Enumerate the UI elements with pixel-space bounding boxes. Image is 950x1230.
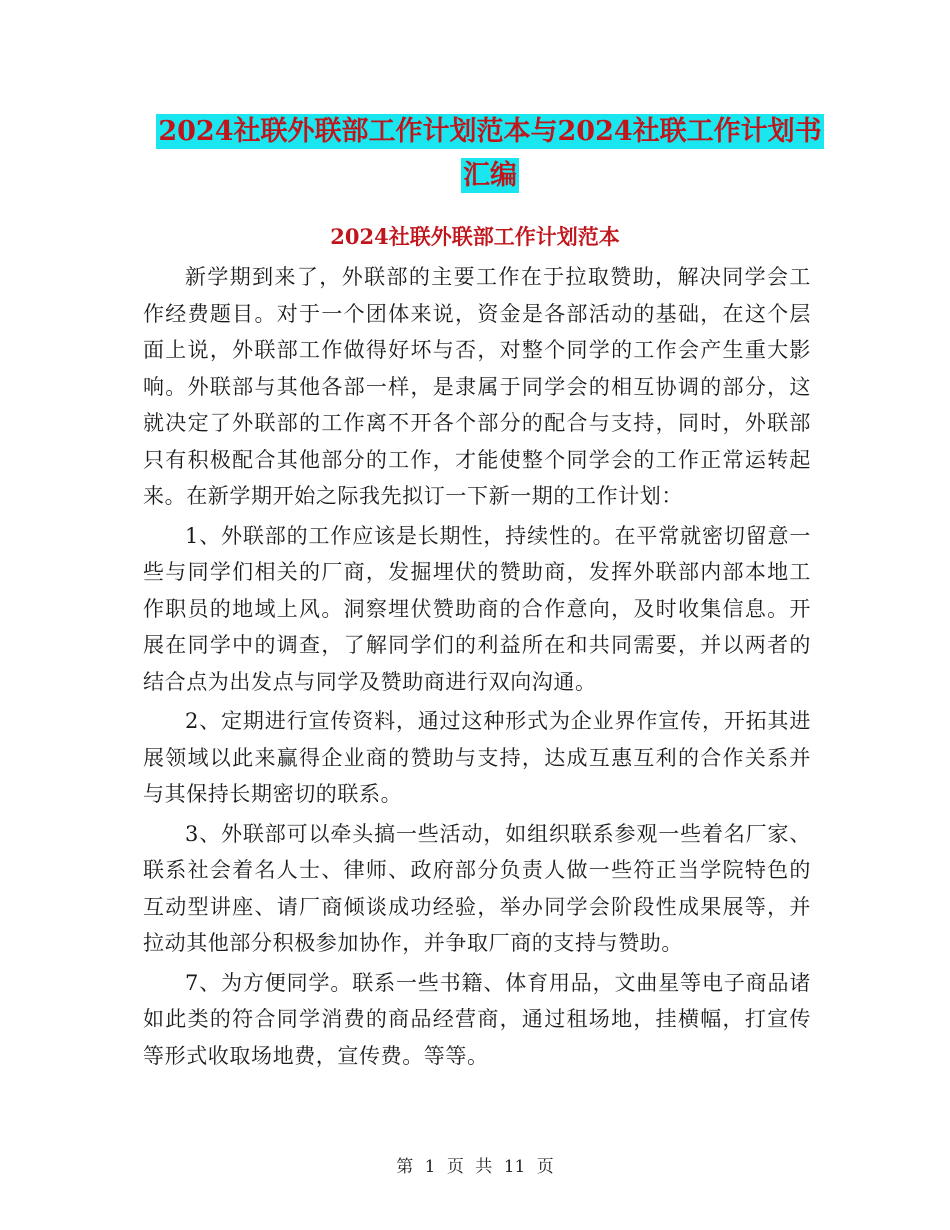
document-title-line2: 汇编 [463,160,517,191]
paragraph-item-7: 7、为方便同学。联系一些书籍、体育用品，文曲星等电子商品诸如此类的符合同学消费的商品经营商，通过租场地，挂横幅，打宣传等形式收取场地费，宣传费。等等。 [143,970,811,1068]
paragraph-item-1: 1、外联部的工作应该是长期性，持续性的。在平常就密切留意一些与同学们相关的厂商，发掘埋伏的赞助商，发挥外联部内部本地工作职员的地域上风。洞察埋伏赞助商的合作意向，及时收集信息。开展在同学中的调查，了解同学们的利益所在和共同需要，并以两者的结合点为出发点与同学及赞助商进行双向沟通。 [143,523,811,694]
section-title: 2024社联外联部工作计划范本 [330,224,620,249]
document-body [143,259,811,1077]
paragraph-intro: 新学期到来了，外联部的主要工作在于拉取赞助，解决同学会工作经费题目。对于一个团体来说，资金是各部活动的基础，在这个层面上说，外联部工作做得好坏与否，对整个同学的工作会产生重大影响。外联部与其他各部一样，是隶属于同学会的相互协调的部分，这就决定了外联部的工作离不开各个部分的配合与支持，同时，外联部只有积极配合其他部分的工作，才能使整个同学会的工作正常运转起来。在新学期开始之际我先拟订一下新一期的工作计划： [143,265,811,508]
paragraph-item-3: 3、外联部可以牵头搞一些活动，如组织联系参观一些着名厂家、联系社会着名人士、律师、政府部分负责人做一些符正当学院特色的互动型讲座、请厂商倾谈成功经验，举办同学会阶段性成果展等，并拉动其他部分积极参加协作，并争取厂商的支持与赞助。 [143,821,811,955]
paragraph-item-2: 2、定期进行宣传资料，通过这种形式为企业界作宣传，开拓其进展领域以此来赢得企业商的赞助与支持，达成互惠互利的合作关系并与其保持长期密切的联系。 [143,709,811,806]
document-title-line1: 2024社联外联部工作计划范本与2024社联工作计划书 [158,116,822,147]
document-title [150,110,830,198]
page-footer: 第 1 页 共 11 页 [396,1157,554,1177]
